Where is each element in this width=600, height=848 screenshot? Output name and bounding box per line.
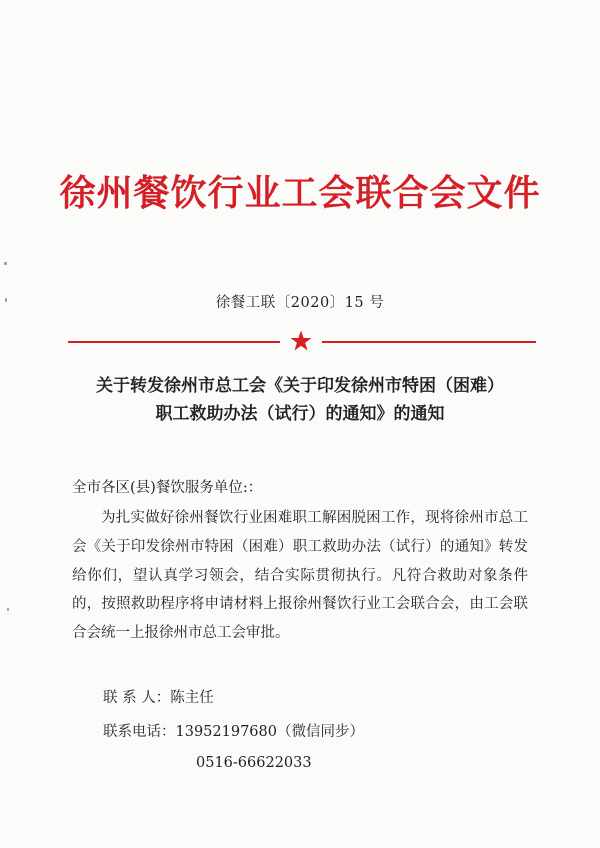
star-icon [289,329,313,353]
org-header: 徐州餐饮行业工会联合会文件 [59,173,541,214]
document-number: 徐餐工联〔2020〕15 号 [215,295,385,311]
contact-person [103,686,214,707]
red-divider [60,329,544,355]
contact-person-name: 陈主任 [170,690,214,706]
contact-phone-landline: 0516-66622033 [196,755,312,771]
divider-rule-left [68,341,280,343]
title-line-2: 职工救助办法（试行）的通知》的通知 [155,404,445,424]
title-line-1: 关于转发徐州市总工会《关于印发徐州市特困（困难） [96,376,504,396]
divider-rule-right [322,341,536,343]
salutation: 全市各区(县)餐饮服务单位:： [72,480,263,496]
contact-phone-label: 联系电话： [103,724,176,740]
contact-phone-mobile: 13952197680（微信同步） [175,724,364,740]
scan-speck [7,608,9,611]
document-title [0,372,600,428]
body-paragraph: 为扎实做好徐州餐饮行业困难职工解困脱困工作，现将徐州市总工会《关于印发徐州市特困（困难）职工救助办法（试行）的通知》转发给你们，望认真学习领会，结合实际贯彻执行。凡符合救助对象条件的，按照救助程序将申请材料上报徐州餐饮行业工会联合会，由工会联合会统一上报徐州市总工会审批。 [72,510,528,642]
scan-speck [5,298,7,302]
contact-phone [103,720,364,741]
contact-person-label: 联 系 人： [103,690,171,706]
scan-speck [4,262,7,265]
